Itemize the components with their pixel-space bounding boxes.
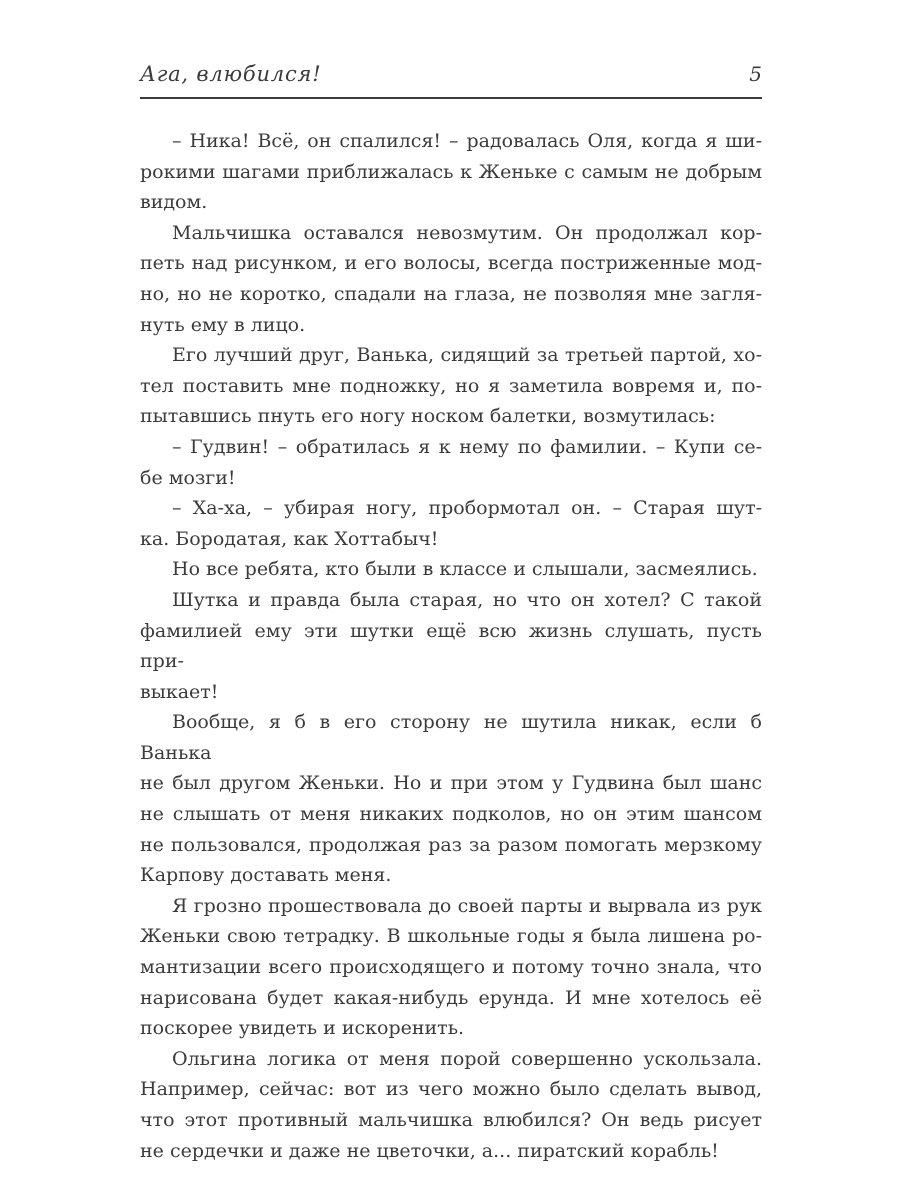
text-line: не сердечки и даже не цветочки, а... пиратский корабль! (140, 1139, 719, 1162)
text-line: Карпову доставать меня. (140, 864, 392, 887)
running-title: Ага, влюбился! (140, 62, 322, 86)
text-line: – Гудвин! – обратилась я к нему по фамилии. – Купи се- (172, 435, 762, 458)
text-line: поскорее увидеть и искоренить. (140, 1017, 465, 1040)
text-line: Например, сейчас: вот из чего можно было сделать вывод, (140, 1078, 762, 1101)
text-line: выкает! (140, 680, 219, 703)
text-line: тел поставить мне подножку, но я заметила вовремя и, по- (140, 374, 762, 397)
text-line: видом. (140, 191, 208, 214)
paragraph (140, 1044, 762, 1166)
text-line: Его лучший друг, Ванька, сидящий за третьей партой, хо- (172, 344, 762, 367)
text-line: рокими шагами приближалась к Женьке с самым не добрым (140, 160, 762, 183)
text-line: бе мозги! (140, 466, 236, 489)
paragraph (140, 707, 762, 891)
text-line: не был другом Женьки. Но и при этом у Гудвина был шанс (140, 772, 762, 795)
text-line: ка. Бородатая, как Хоттабыч! (140, 527, 439, 550)
paragraph (140, 126, 762, 218)
text-line: петь над рисунком, и его волосы, всегда постриженные мод- (140, 252, 762, 275)
text-line: но, но не коротко, спадали на глаза, не позволяя мне загля- (140, 282, 762, 305)
text-line: фамилией ему эти шутки ещё всю жизнь слушать, пусть при- (140, 619, 762, 673)
page-number: 5 (749, 62, 762, 86)
paragraph (140, 340, 762, 432)
paragraph (140, 218, 762, 340)
text-line: Женьки свою тетрадку. В школьные годы я была лишена ро- (140, 925, 762, 948)
text-line: – Ника! Всё, он спалился! – радовалась Оля, когда я ши- (172, 130, 762, 152)
text-line: пытавшись пнуть его ногу носком балетки, возмутилась: (140, 405, 716, 428)
text-line: что этот противный мальчишка влюбился? Он ведь рисует (140, 1109, 762, 1131)
header-rule (140, 97, 762, 99)
paragraph (140, 432, 762, 493)
text-line: нарисована будет какая-нибудь ерунда. И мне хотелось её (140, 986, 762, 1009)
text-line: нуть ему в лицо. (140, 313, 306, 336)
paragraph (140, 554, 762, 585)
page-header (140, 62, 762, 86)
text-line: Шутка и правда была старая, но что он хотел? С такой (172, 588, 762, 611)
text-line: Но все ребята, кто были в классе и слышали, засмеялись. (172, 558, 758, 581)
text-line: мантизации всего происходящего и потому точно знала, что (140, 956, 762, 979)
text-line: не слышать от меня никаких подколов, но он этим шансом (140, 803, 762, 826)
paragraph (140, 891, 762, 1044)
text-line: не пользовался, продолжая раз за разом помогать мерзкому (140, 833, 762, 856)
text-line: Мальчишка оставался невозмутим. Он продолжал кор- (172, 221, 762, 244)
paragraph (140, 585, 762, 707)
text-line: Ольгина логика от меня порой совершенно ускользала. (172, 1047, 762, 1070)
text-line: – Ха-ха, – убирая ногу, пробормотал он. – Старая шут- (172, 497, 762, 520)
paragraph (140, 493, 762, 554)
text-block (140, 126, 762, 1166)
text-line: Я грозно прошествовала до своей парты и вырвала из рук (172, 894, 762, 917)
text-line: Вообще, я б в его сторону не шутила никак, если б Ванька (140, 711, 762, 764)
